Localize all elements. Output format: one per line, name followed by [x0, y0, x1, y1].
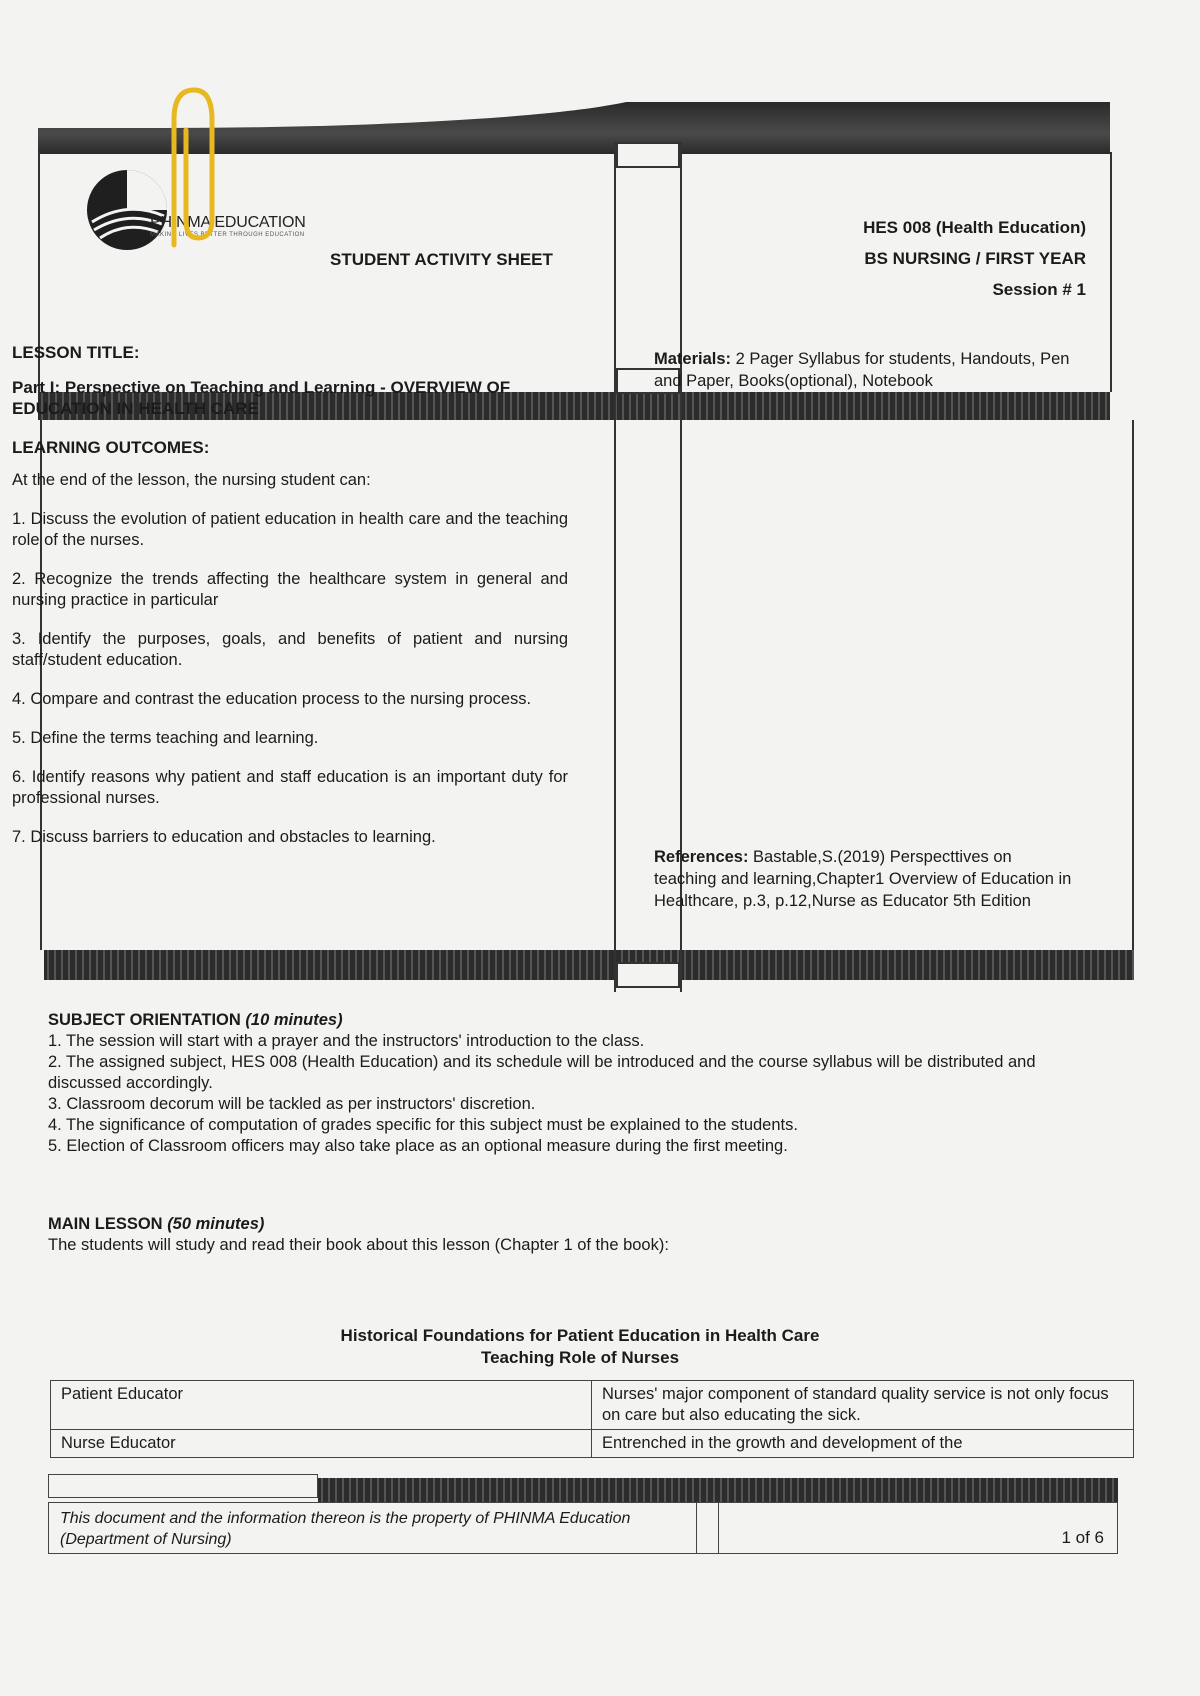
lesson-title-label: LESSON TITLE:	[12, 343, 140, 362]
references-text: Bastable,S.(2019) Perspecttives on teaching and learning,Chapter1 Overview of Education in Healthcare, p.3, p.12,Nurse as Educator 5th Edition	[654, 848, 1072, 910]
main-lesson-duration: (50 minutes)	[167, 1215, 265, 1233]
orientation-item: 3. Classroom decorum will be tackled as per instructors' discretion.	[48, 1095, 536, 1113]
program-year: BS NURSING / FIRST YEAR	[864, 249, 1086, 268]
orientation-item: 2. The assigned subject, HES 008 (Health Education) and its schedule will be introduced and the course syllabus will be distributed and discussed accordingly.	[48, 1053, 1036, 1092]
outcome-item: 6. Identify reasons why patient and staff education is an important duty for professional nurses.	[12, 768, 568, 807]
role-cell: Patient Educator	[51, 1381, 592, 1430]
learning-outcomes-label: LEARNING OUTCOMES:	[12, 438, 210, 457]
teaching-role-table	[50, 1380, 1134, 1458]
references-label: References:	[654, 848, 749, 866]
outcome-item: 3. Identify the purposes, goals, and benefits of patient and nursing staff/student education.	[12, 630, 568, 669]
outcome-item: 2. Recognize the trends affecting the healthcare system in general and nursing practice in particular	[12, 570, 568, 609]
ownership-disclaimer: This document and the information thereon is the property of PHINMA Education (Department of Nursing)	[60, 1510, 631, 1548]
role-description-cell: Entrenched in the growth and development of the	[592, 1430, 1134, 1458]
page-number: 1 of 6	[1061, 1528, 1104, 1547]
logo-tagline: MAKING LIVES BETTER THROUGH EDUCATION	[150, 232, 305, 238]
session-number: Session # 1	[992, 280, 1086, 299]
table-row	[51, 1430, 1134, 1458]
footer-band	[318, 1478, 1118, 1502]
references-block	[654, 846, 1074, 912]
historical-title	[280, 1325, 880, 1369]
outcome-item: 4. Compare and contrast the education process to the nursing process.	[12, 690, 532, 708]
main-lesson-heading: MAIN LESSON	[48, 1215, 168, 1233]
table-row	[51, 1381, 1134, 1430]
main-lesson	[48, 1214, 1108, 1256]
course-info	[863, 212, 1086, 305]
sheet-title: STUDENT ACTIVITY SHEET	[330, 250, 553, 269]
materials-block	[654, 348, 1074, 392]
orientation-heading: SUBJECT ORIENTATION	[48, 1011, 246, 1029]
paper-clip-icon	[160, 80, 220, 250]
role-cell: Nurse Educator	[51, 1430, 592, 1458]
lesson-bottom-band	[44, 950, 1134, 980]
orientation-item: 5. Election of Classroom officers may also take place as an optional measure during the first meeting.	[48, 1137, 788, 1155]
materials-label: Materials:	[654, 350, 732, 368]
role-description-cell: Nurses' major component of standard quality service is not only focus on care but also educating the sick.	[592, 1381, 1134, 1430]
outcome-item: 5. Define the terms teaching and learning.	[12, 729, 319, 747]
historical-title-line1: Historical Foundations for Patient Education in Health Care	[340, 1326, 820, 1345]
course-code: HES 008 (Health Education)	[863, 218, 1086, 237]
orientation-item: 1. The session will start with a prayer and the instructors' introduction to the class.	[48, 1032, 645, 1050]
historical-title-line2: Teaching Role of Nurses	[480, 1348, 680, 1367]
outcome-item: 1. Discuss the evolution of patient education in health care and the teaching role of the nurses.	[12, 510, 568, 549]
outcome-item: 7. Discuss barriers to education and obstacles to learning.	[12, 828, 436, 846]
outcomes-intro: At the end of the lesson, the nursing student can:	[12, 471, 371, 489]
logo-text: PHINMA EDUCATION	[150, 214, 306, 231]
orientation-item: 4. The significance of computation of grades specific for this subject must be explained to the students.	[48, 1116, 798, 1134]
orientation-duration: (10 minutes)	[245, 1011, 343, 1029]
lesson-title: Part I: Perspective on Teaching and Learning - OVERVIEW OF EDUCATION IN HEALTH CARE	[12, 378, 511, 418]
subject-orientation	[48, 1010, 1108, 1157]
main-lesson-text: The students will study and read their book about this lesson (Chapter 1 of the book):	[48, 1236, 669, 1254]
materials-text: 2 Pager Syllabus for students, Handouts, Pen and Paper, Books(optional), Notebook	[654, 350, 1070, 390]
lesson-column	[12, 342, 568, 848]
